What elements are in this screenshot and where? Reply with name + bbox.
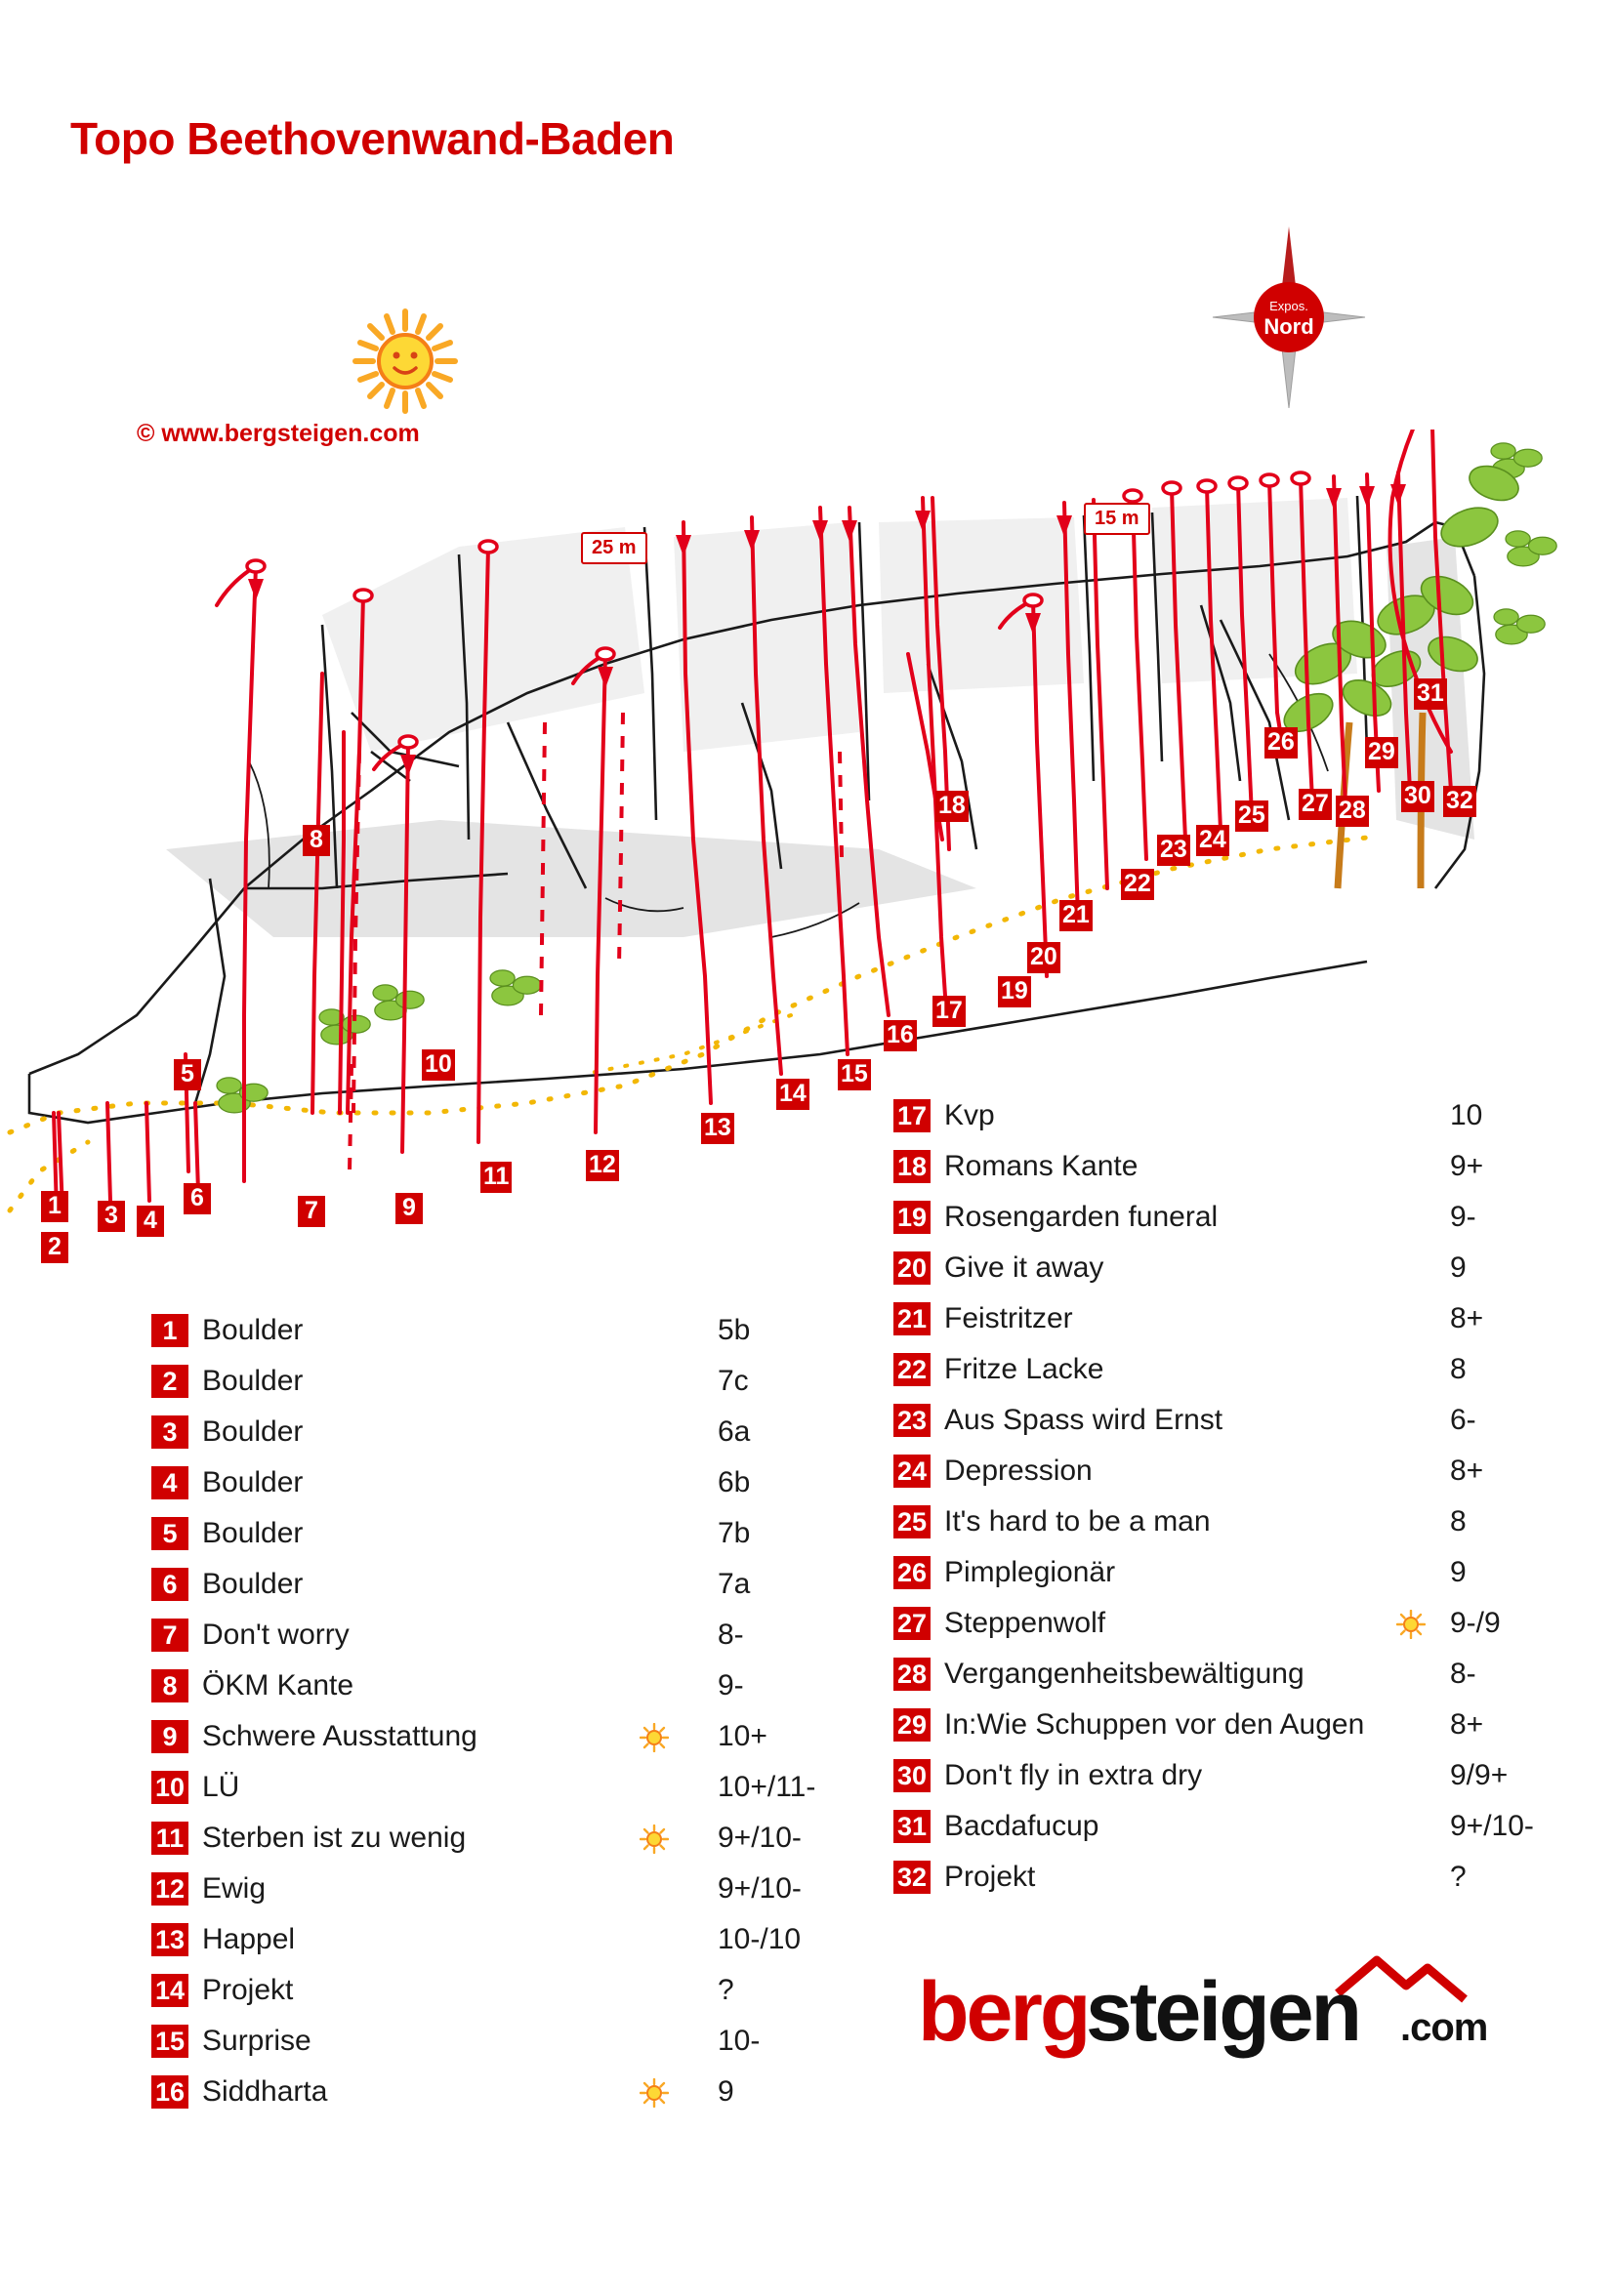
legend-route-name: Surprise	[202, 2025, 311, 2057]
legend-number: 11	[151, 1822, 188, 1855]
scale-label-15m: 15 m	[1084, 503, 1150, 535]
topo-marker-22[interactable]: 22	[1121, 869, 1154, 900]
legend-row	[893, 1702, 1596, 1753]
legend-number: 12	[151, 1872, 188, 1906]
legend-row	[893, 1398, 1596, 1449]
legend-row	[893, 1550, 1596, 1601]
topo-marker-3[interactable]: 3	[98, 1201, 125, 1232]
legend-row	[893, 1093, 1596, 1144]
legend-row	[151, 1613, 776, 1663]
legend-route-name: Siddharta	[202, 2075, 328, 2108]
legend-row	[151, 2019, 776, 2070]
legend-route-grade: 8	[1450, 1353, 1467, 1385]
sun-icon	[640, 1723, 669, 1752]
legend-route-name: Happel	[202, 1923, 296, 1955]
legend-route-grade: 9-/9	[1450, 1607, 1501, 1639]
scale-label-25m: 25 m	[581, 532, 647, 564]
compass-rose	[1211, 225, 1367, 410]
topo-marker-24[interactable]: 24	[1196, 825, 1229, 856]
topo-marker-18[interactable]: 18	[935, 791, 969, 822]
page-title: Topo Beethovenwand-Baden	[70, 113, 675, 164]
legend-route-name: It's hard to be a man	[944, 1505, 1211, 1538]
legend-route-name: Vergangenheitsbewältigung	[944, 1658, 1304, 1690]
legend-number: 4	[151, 1466, 188, 1499]
legend-row	[893, 1449, 1596, 1499]
legend-route-grade: 10+	[718, 1720, 767, 1752]
topo-marker-29[interactable]: 29	[1365, 737, 1398, 768]
legend-route-name: Feistritzer	[944, 1302, 1073, 1334]
topo-marker-14[interactable]: 14	[776, 1079, 809, 1110]
legend-route-name: Depression	[944, 1455, 1093, 1487]
topo-marker-16[interactable]: 16	[884, 1020, 917, 1051]
legend-number: 6	[151, 1568, 188, 1601]
legend-row	[893, 1296, 1596, 1347]
legend-row	[151, 1663, 776, 1714]
topo-marker-10[interactable]: 10	[422, 1049, 455, 1081]
legend-route-name: Boulder	[202, 1415, 304, 1448]
topo-marker-12[interactable]: 12	[586, 1150, 619, 1181]
legend-route-grade: 10-/10	[718, 1923, 802, 1955]
legend-route-grade: 9+/10-	[718, 1822, 802, 1854]
route-legend-left	[151, 1308, 816, 2120]
legend-route-name: Aus Spass wird Ernst	[944, 1404, 1223, 1436]
legend-route-name: Projekt	[944, 1861, 1036, 1893]
legend-row	[151, 1917, 802, 1968]
legend-number: 3	[151, 1415, 188, 1449]
legend-route-name: Schwere Ausstattung	[202, 1720, 477, 1752]
legend-number: 22	[893, 1353, 931, 1386]
legend-number: 7	[151, 1619, 188, 1652]
legend-number: 24	[893, 1455, 931, 1488]
topo-marker-25[interactable]: 25	[1235, 800, 1268, 832]
topo-marker-26[interactable]: 26	[1264, 727, 1298, 758]
topo-marker-2[interactable]: 2	[41, 1232, 68, 1263]
legend-route-name: Romans Kante	[944, 1150, 1139, 1182]
legend-route-name: Boulder	[202, 1517, 304, 1549]
legend-route-name: Fritze Lacke	[944, 1353, 1104, 1385]
legend-number: 29	[893, 1708, 931, 1742]
legend-number: 28	[893, 1658, 931, 1691]
legend-route-grade: 5b	[718, 1314, 751, 1346]
legend-route-grade: 10	[1450, 1099, 1483, 1131]
legend-row	[151, 1866, 802, 1917]
topo-marker-21[interactable]: 21	[1059, 900, 1093, 931]
topo-marker-27[interactable]: 27	[1299, 789, 1332, 820]
compass-expos-label: Expos.	[1269, 299, 1308, 313]
legend-row	[151, 1308, 776, 1359]
legend-row	[893, 1144, 1596, 1195]
legend-route-name: ÖKM Kante	[202, 1669, 354, 1702]
legend-route-name: Don't fly in extra dry	[944, 1759, 1203, 1791]
sun-icon	[352, 308, 459, 415]
topo-marker-20[interactable]: 20	[1027, 942, 1060, 973]
legend-route-grade: ?	[718, 1974, 734, 2006]
legend-number: 10	[151, 1771, 188, 1804]
topo-marker-31[interactable]: 31	[1414, 678, 1447, 710]
legend-row	[151, 1714, 776, 1765]
legend-number: 8	[151, 1669, 188, 1702]
logo-part-steigen: steigen	[1086, 1965, 1360, 2059]
legend-number: 17	[893, 1099, 931, 1132]
legend-route-name: Boulder	[202, 1365, 304, 1397]
sun-icon	[640, 1824, 669, 1854]
legend-number: 18	[893, 1150, 931, 1183]
topo-marker-11[interactable]: 11	[480, 1162, 512, 1193]
legend-row	[151, 1410, 776, 1460]
legend-route-grade: 10-	[718, 2025, 761, 2057]
legend-number: 2	[151, 1365, 188, 1398]
legend-route-grade: 7a	[718, 1568, 751, 1600]
logo-part-berg: berg	[918, 1965, 1089, 2059]
legend-route-grade: 8-	[1450, 1658, 1476, 1690]
legend-route-grade: 7b	[718, 1517, 751, 1549]
topo-marker-23[interactable]: 23	[1157, 835, 1190, 866]
legend-number: 31	[893, 1810, 931, 1843]
legend-number: 27	[893, 1607, 931, 1640]
sun-icon	[640, 1824, 669, 1854]
legend-row	[151, 1359, 776, 1410]
legend-route-grade: 9/9+	[1450, 1759, 1509, 1791]
legend-number: 25	[893, 1505, 931, 1538]
legend-route-grade: 8+	[1450, 1302, 1484, 1334]
topo-marker-19[interactable]: 19	[998, 976, 1031, 1007]
legend-route-grade: 9+	[1450, 1150, 1484, 1182]
legend-number: 21	[893, 1302, 931, 1335]
sun-icon	[640, 2078, 669, 2108]
topo-marker-4[interactable]: 4	[137, 1206, 164, 1237]
sun-icon	[1396, 1610, 1426, 1639]
legend-route-name: Boulder	[202, 1466, 304, 1498]
legend-route-grade: 9	[1450, 1251, 1467, 1284]
legend-route-name: Sterben ist zu wenig	[202, 1822, 467, 1854]
legend-row	[893, 1246, 1596, 1296]
legend-route-grade: 9-	[1450, 1201, 1476, 1233]
legend-route-grade: ?	[1450, 1861, 1467, 1893]
legend-route-name: In:Wie Schuppen vor den Augen	[944, 1708, 1365, 1741]
legend-row	[893, 1601, 1596, 1652]
legend-route-grade: 6-	[1450, 1404, 1476, 1436]
legend-number: 23	[893, 1404, 931, 1437]
legend-number: 13	[151, 1923, 188, 1956]
legend-row	[151, 1511, 776, 1562]
legend-row	[893, 1652, 1596, 1702]
legend-route-grade: 9-	[718, 1669, 744, 1702]
legend-row	[893, 1347, 1596, 1398]
legend-number: 1	[151, 1314, 188, 1347]
legend-number: 5	[151, 1517, 188, 1550]
topo-marker-13[interactable]: 13	[701, 1113, 734, 1144]
legend-route-grade: 9	[1450, 1556, 1467, 1588]
compass-nord-label: Nord	[1263, 314, 1314, 339]
topo-marker-28[interactable]: 28	[1336, 796, 1369, 827]
legend-number: 14	[151, 1974, 188, 2007]
route-legend-right	[893, 1093, 1596, 1906]
legend-row	[893, 1855, 1596, 1906]
legend-row	[893, 1753, 1596, 1804]
topo-marker-1[interactable]: 1	[41, 1191, 68, 1222]
topo-marker-17[interactable]: 17	[932, 996, 966, 1027]
legend-route-name: Give it away	[944, 1251, 1104, 1284]
legend-route-grade: 9+/10-	[1450, 1810, 1534, 1842]
legend-number: 16	[151, 2075, 188, 2109]
sun-icon	[1396, 1610, 1426, 1639]
legend-route-grade: 8+	[1450, 1455, 1484, 1487]
legend-row	[151, 1562, 776, 1613]
legend-route-name: Don't worry	[202, 1619, 350, 1651]
legend-route-name: Kvp	[944, 1099, 995, 1131]
legend-route-name: Projekt	[202, 1974, 294, 2006]
legend-route-name: Boulder	[202, 1568, 304, 1600]
copyright-text: © www.bergsteigen.com	[137, 420, 420, 447]
legend-route-name: Ewig	[202, 1872, 267, 1905]
legend-number: 32	[893, 1861, 931, 1894]
legend-row	[151, 1460, 776, 1511]
legend-row	[151, 1765, 816, 1816]
topo-marker-6[interactable]: 6	[184, 1183, 211, 1214]
legend-route-name: Rosengarden funeral	[944, 1201, 1219, 1233]
legend-route-name: Bacdafucup	[944, 1810, 1099, 1842]
legend-route-grade: 8-	[718, 1619, 744, 1651]
legend-route-grade: 7c	[718, 1365, 749, 1397]
legend-number: 9	[151, 1720, 188, 1753]
topo-marker-9[interactable]: 9	[395, 1193, 423, 1224]
topo-marker-15[interactable]: 15	[838, 1059, 871, 1090]
legend-row	[151, 1816, 802, 1866]
legend-route-name: Boulder	[202, 1314, 304, 1346]
sun-icon	[640, 1723, 669, 1752]
topo-marker-30[interactable]: 30	[1401, 781, 1434, 812]
legend-number: 20	[893, 1251, 931, 1285]
legend-row	[151, 1968, 776, 2019]
legend-route-grade: 6a	[718, 1415, 751, 1448]
legend-number: 19	[893, 1201, 931, 1234]
bergsteigen-logo	[918, 1943, 1543, 2070]
legend-number: 30	[893, 1759, 931, 1792]
topo-marker-7[interactable]: 7	[298, 1196, 325, 1227]
legend-route-name: Steppenwolf	[944, 1607, 1106, 1639]
legend-row	[151, 2070, 776, 2120]
logo-part-dotcom: .com	[1400, 2006, 1488, 2049]
legend-route-grade: 9	[718, 2075, 734, 2108]
legend-route-grade: 6b	[718, 1466, 751, 1498]
legend-route-name: LÜ	[202, 1771, 240, 1803]
sun-icon	[640, 2078, 669, 2108]
legend-row	[893, 1804, 1596, 1855]
legend-route-grade: 8+	[1450, 1708, 1484, 1741]
legend-route-grade: 8	[1450, 1505, 1467, 1538]
legend-row	[893, 1499, 1596, 1550]
topo-marker-8[interactable]: 8	[303, 825, 330, 856]
topo-marker-32[interactable]: 32	[1443, 786, 1476, 817]
topo-marker-5[interactable]: 5	[174, 1059, 201, 1090]
legend-route-grade: 10+/11-	[718, 1771, 816, 1803]
legend-route-grade: 9+/10-	[718, 1872, 802, 1905]
legend-row	[893, 1195, 1596, 1246]
legend-number: 15	[151, 2025, 188, 2058]
legend-route-name: Pimplegionär	[944, 1556, 1116, 1588]
legend-number: 26	[893, 1556, 931, 1589]
